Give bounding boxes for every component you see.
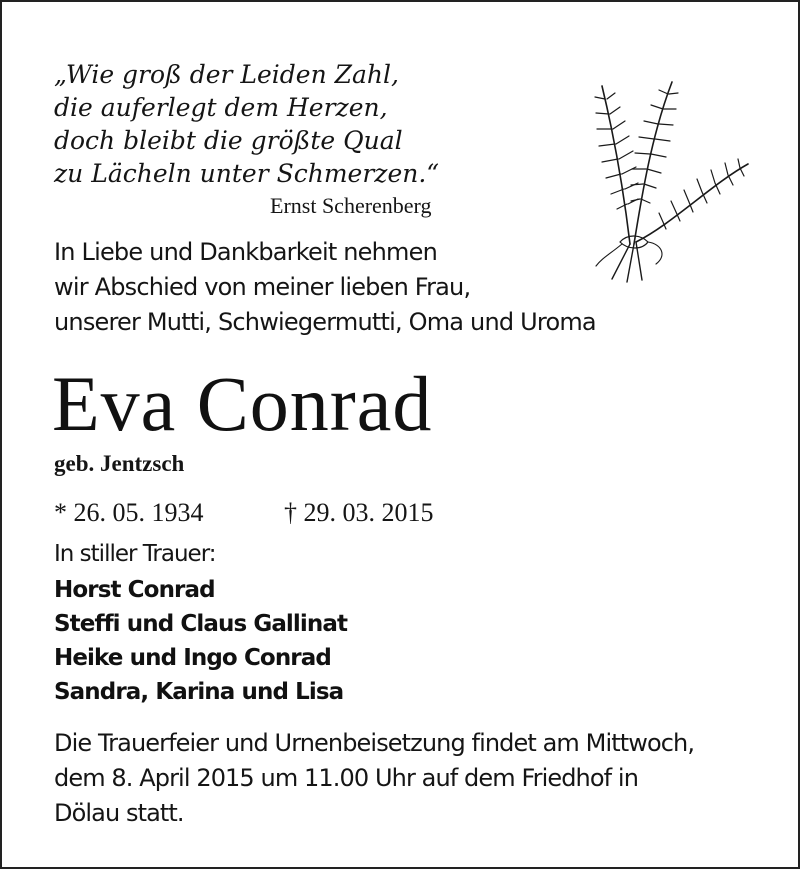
- birth-date: * 26. 05. 1934: [54, 498, 204, 527]
- intro-line: In Liebe und Dankbarkeit nehmen: [54, 238, 438, 266]
- quote-line: die auferlegt dem Herzen,: [54, 93, 388, 122]
- fern-bouquet-icon: [572, 74, 762, 284]
- poem-quote: [54, 58, 439, 190]
- mourner-name: Heike und Ingo Conrad: [54, 645, 331, 671]
- quote-author: Ernst Scherenberg: [270, 193, 432, 218]
- service-line: Die Trauerfeier und Urnenbeisetzung findet am Mittwoch,: [54, 729, 695, 757]
- quote-line: zu Lächeln unter Schmerzen.“: [54, 159, 440, 188]
- mourners-heading: In stiller Trauer:: [54, 541, 216, 567]
- intro-text: [54, 235, 596, 340]
- maiden-name: geb. Jentzsch: [54, 451, 185, 476]
- intro-line: wir Abschied von meiner lieben Frau,: [54, 273, 471, 301]
- mourner-name: Sandra, Karina und Lisa: [54, 679, 344, 705]
- service-line: dem 8. April 2015 um 11.00 Uhr auf dem Friedhof in: [54, 764, 639, 792]
- death-date: † 29. 03. 2015: [284, 498, 434, 527]
- service-line: Dölau statt.: [54, 799, 184, 827]
- intro-line: unserer Mutti, Schwiegermutti, Oma und Uroma: [54, 308, 596, 336]
- mourner-name: Horst Conrad: [54, 577, 215, 603]
- life-dates: [54, 498, 434, 528]
- quote-line: doch bleibt die größte Qual: [54, 126, 403, 155]
- mourner-name: Steffi und Claus Gallinat: [54, 611, 348, 637]
- quote-line: „Wie groß der Leiden Zahl,: [54, 60, 399, 89]
- deceased-name: Eva Conrad: [52, 360, 433, 447]
- service-info: [54, 726, 694, 831]
- mourners-list: [54, 573, 347, 709]
